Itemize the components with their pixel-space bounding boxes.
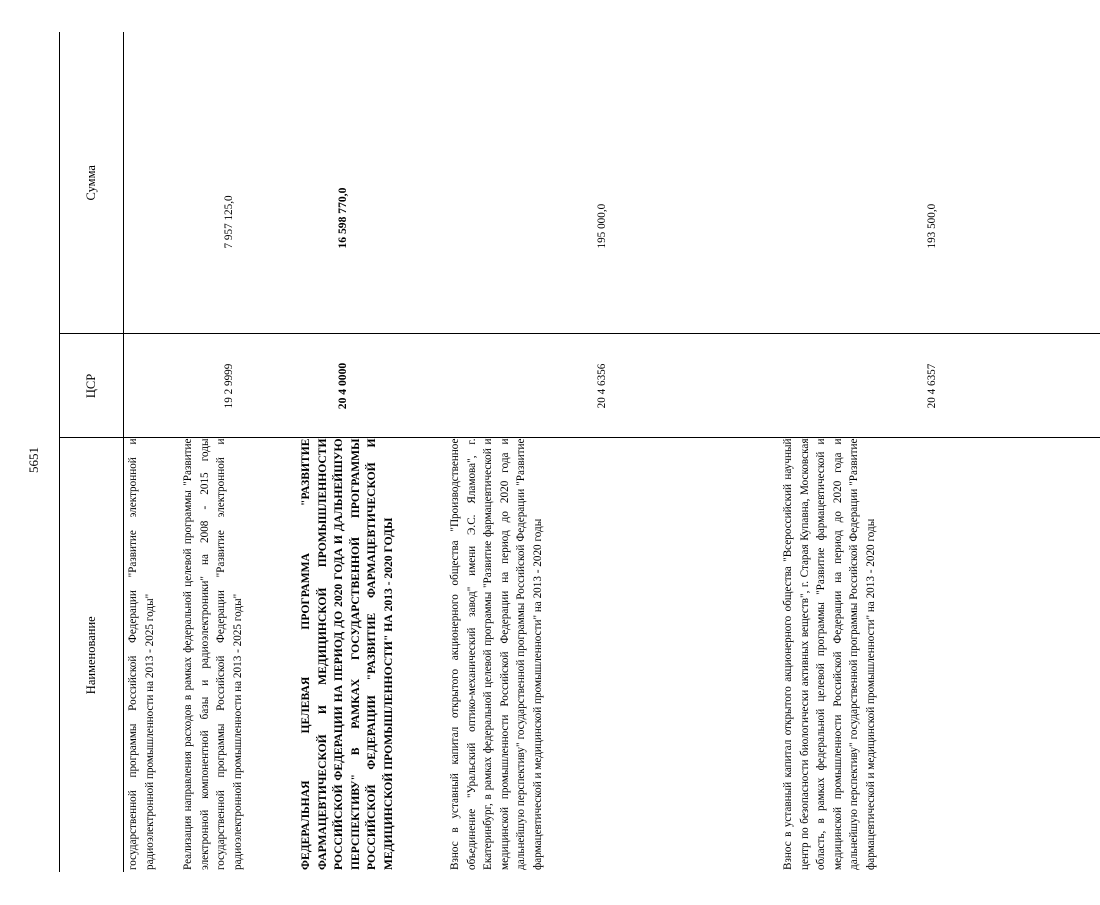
- row-name: ФЕДЕРАЛЬНАЯ ЦЕЛЕВАЯ ПРОГРАММА "РАЗВИТИЕ ФАРМАЦЕВТИЧЕСКОЙ И МЕДИЦИНСКОЙ ПРОМЫШЛЕННОСТИ РОССИЙСКОЙ ФЕДЕРАЦИИ НА ПЕРИОД ДО 2020 ГОДА И ДАЛЬНЕЙШУЮ ПЕРСПЕКТИВУ" В РАМКАХ ГОСУДАРСТВЕННОЙ ПРОГРАММЫ РОССИЙСКОЙ ФЕДЕРАЦИИ "РАЗВИТИЕ ФАРМАЦЕВТИЧЕСКОЙ И МЕДИЦИНСКОЙ ПРОМЫШЛЕННОСТИ" НА 2013 - 2020 ГОДЫ: [299, 438, 395, 870]
- row-amount: 7 957 125,0: [179, 32, 297, 334]
- row-code: [124, 334, 180, 438]
- header-code: ЦСР: [60, 334, 124, 438]
- table-row: [179, 32, 297, 872]
- header-amount: Сумма: [60, 32, 124, 334]
- table-row: [446, 32, 779, 872]
- row-code: 20 4 0000: [297, 334, 446, 438]
- budget-table-sheet: [59, 32, 938, 872]
- row-amount: [124, 32, 180, 334]
- row-name: Взнос в уставный капитал открытого акционерного общества "Всероссийский научный центр по безопасности биологически активных веществ", г. Старая Купавна, Московская область, в рамках федеральной целевой программы "Развитие фармацевтической и медицинской промышленности Российской Федерации на период до 2020 года и дальнейшую перспективу" государственной программы Российской Федерации "Развитие фармацевтической и медицинской промышленности" на 2013 - 2020 годы: [782, 438, 877, 870]
- page-number: 5651: [26, 447, 41, 473]
- row-name: государственной программы Российской Федерации "Развитие электронной и радиоэлектронной промышленности на 2013 - 2025 годы": [127, 438, 156, 870]
- row-name: Реализация направления расходов в рамках федеральной целевой программы "Развитие электронной компонентной базы и радиоэлектроники" на 2008 - 2015 годы государственной программы Российской Федерации "Развитие электронной и радиоэлектронной промышленности на 2013 - 2025 годы": [182, 438, 244, 870]
- row-name: Взнос в уставный капитал открытого акционерного общества "Производственное объединение "Уральский оптико-механический завод" имени Э.С. Яламова", г. Екатеринбург, в рамках федеральной целевой программы "Развитие фармацевтической и медицинской промышленности Российской Федерации на период до 2020 года и дальнейшую перспективу" государственной программы Российской Федерации "Развитие фармацевтической и медицинской промышленности" на 2013 - 2020 годы: [449, 438, 544, 870]
- row-code: 20 4 6356: [446, 334, 779, 438]
- header-name: Наименование: [60, 438, 124, 872]
- row-amount: 16 598 770,0: [297, 32, 446, 334]
- row-amount: 195 000,0: [446, 32, 779, 334]
- row-code: 19 2 9999: [179, 334, 297, 438]
- table-row: [779, 32, 1100, 872]
- table-row: [297, 32, 446, 872]
- row-code: 20 4 6357: [779, 334, 1100, 438]
- budget-table: [59, 32, 1100, 872]
- row-amount: 193 500,0: [779, 32, 1100, 334]
- table-row: [124, 32, 180, 872]
- table-header-row: [60, 32, 124, 872]
